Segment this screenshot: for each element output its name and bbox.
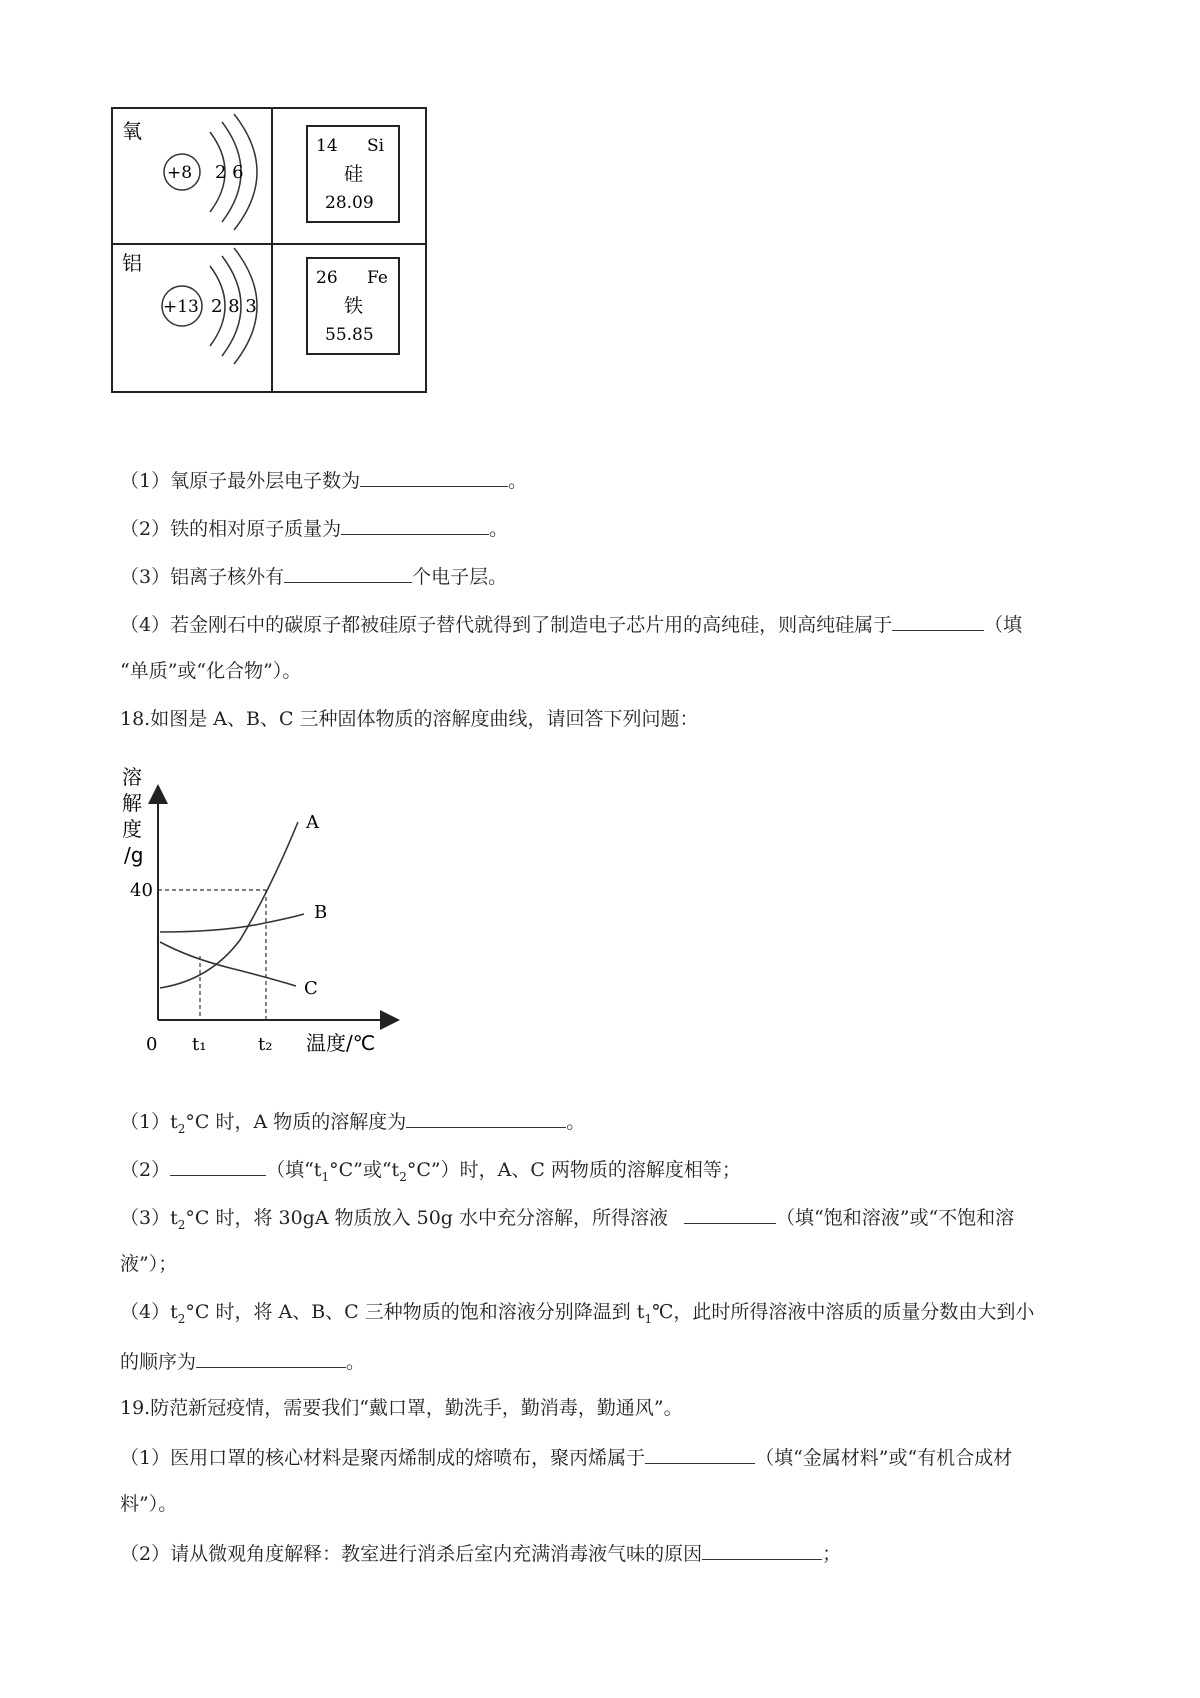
q18-part4-order-text: 的顺序为	[120, 1351, 197, 1373]
q18-part2-post: °C”）时，A、C 两物质的溶解度相等；	[406, 1159, 741, 1181]
q17-part4-blank[interactable]	[892, 610, 984, 631]
q19-title	[120, 1395, 683, 1421]
q18-part2	[120, 1155, 741, 1190]
q18-title-text: 18.如图是 A、B、C 三种固体物质的溶解度曲线，请回答下列问题：	[120, 708, 699, 730]
q17-part2-blank[interactable]	[341, 514, 489, 535]
q17-part2-text: （2）铁的相对原子质量为	[120, 518, 342, 540]
q19-part1	[120, 1443, 1012, 1471]
q17-part3-blank[interactable]	[284, 562, 412, 583]
q18-part4-post: ℃，此时所得溶液中溶质的质量分数由大到小	[652, 1301, 1035, 1323]
silicon-atomic-mass: 28.09	[325, 193, 374, 213]
q19-part2	[120, 1539, 841, 1567]
q18-part3-post: °C 时，将 30gA 物质放入 50g 水中充分溶解，所得溶液	[185, 1207, 669, 1229]
chart-xtick-0: 0	[146, 1034, 158, 1055]
q18-part2-pre: （2）	[120, 1159, 171, 1181]
q18-part3-blank[interactable]	[684, 1203, 776, 1224]
q19-part1-blank[interactable]	[645, 1443, 755, 1464]
q17-part3	[120, 562, 507, 590]
q19-part2-text: （2）请从微观角度解释：教室进行消杀后室内充满消毒液气味的原因	[120, 1543, 703, 1565]
q19-part1-continued	[120, 1491, 177, 1517]
iron-atomic-number: 26	[316, 268, 338, 288]
chart-series-b-line	[160, 914, 304, 932]
q17-part4-end: （填	[984, 614, 1023, 636]
atom-structure-table	[110, 106, 430, 396]
q18-part1-sub: 2	[177, 1121, 186, 1136]
q19-part1-end: （填“金属材料”或“有机合成材	[755, 1447, 1013, 1469]
q19-title-text: 19.防范新冠疫情，需要我们“戴口罩，勤洗手，勤消毒，勤通风”。	[120, 1397, 683, 1419]
q18-part3-end: （填“饱和溶液”或“不饱和溶	[776, 1207, 1015, 1229]
q19-part2-end: ；	[822, 1543, 842, 1565]
chart-ylabel-char-4: /g	[124, 843, 144, 867]
q18-part1-post: °C 时，A 物质的溶解度为	[185, 1111, 407, 1133]
q18-part2-mid2: °C”或“t	[329, 1159, 400, 1181]
q18-part4-continued	[120, 1347, 365, 1375]
silicon-name: 硅	[344, 163, 364, 185]
q17-part3-end: 个电子层。	[412, 566, 508, 588]
q19-part1-tail: 料”）。	[120, 1493, 178, 1515]
chart-xlabel: 温度/℃	[306, 1031, 376, 1055]
q18-part4-mid: °C 时，将 A、B、C 三种物质的饱和溶液分别降温到 t	[185, 1301, 645, 1323]
q18-part2-mid1: （填“t	[266, 1159, 322, 1181]
chart-ylabel-char-1: 溶	[122, 765, 142, 789]
chart-series-b-label: B	[314, 902, 328, 923]
iron-symbol: Fe	[367, 268, 388, 288]
q18-part4-blank[interactable]	[196, 1347, 346, 1368]
q17-part3-text: （3）铝离子核外有	[120, 566, 285, 588]
q18-part4-sub2: 1	[644, 1311, 653, 1326]
q17-part4-text: （4）若金刚石中的碳原子都被硅原子替代就得到了制造电子芯片用的高纯硅，则高纯硅属于	[120, 614, 893, 636]
chart-xtick-t1: t₁	[192, 1034, 207, 1055]
q18-part4-sub: 2	[177, 1311, 186, 1326]
q18-part3	[120, 1203, 1014, 1238]
q18-part1-blank[interactable]	[406, 1107, 566, 1128]
solubility-curve-chart	[110, 760, 410, 1060]
q18-part3-sub: 2	[177, 1217, 186, 1232]
q18-part2-blank[interactable]	[170, 1155, 266, 1176]
q17-part4-options: “单质”或“化合物”）。	[120, 660, 302, 682]
q17-part1	[120, 466, 527, 494]
chart-series-a-line	[160, 822, 298, 988]
q18-part1-end: 。	[566, 1111, 586, 1133]
oxygen-electron-shells: 2 6	[215, 162, 244, 183]
chart-xtick-t2: t₂	[258, 1034, 273, 1055]
chart-series-c-line	[160, 942, 296, 986]
q18-part2-sub1: 1	[321, 1169, 330, 1184]
q17-part1-end: 。	[508, 470, 528, 492]
iron-name: 铁	[344, 295, 364, 317]
q19-part1-text: （1）医用口罩的核心材料是聚丙烯制成的熔喷布，聚丙烯属于	[120, 1447, 646, 1469]
q17-part1-text: （1）氧原子最外层电子数为	[120, 470, 361, 492]
q17-part4	[120, 610, 1022, 638]
q17-part1-blank[interactable]	[360, 466, 508, 487]
oxygen-label: 氧	[122, 119, 142, 143]
silicon-atomic-number: 14	[316, 136, 338, 156]
q18-part3-continued	[120, 1251, 177, 1277]
chart-series-c-label: C	[304, 978, 318, 999]
q18-part1	[120, 1107, 585, 1142]
aluminum-electron-shells: 2 8 3	[211, 296, 257, 317]
oxygen-nucleus-charge: +8	[167, 163, 193, 183]
aluminum-label: 铝	[122, 251, 142, 275]
q19-part2-blank[interactable]	[702, 1539, 822, 1560]
q18-part4	[120, 1299, 1034, 1332]
q18-part2-sub2: 2	[399, 1169, 407, 1184]
q18-part4-end: 。	[346, 1351, 366, 1373]
q17-part4-continued	[120, 658, 301, 684]
chart-ylabel-char-3: 度	[122, 817, 142, 841]
q17-part2-end: 。	[489, 518, 509, 540]
q17-part2	[120, 514, 508, 542]
q18-part1-pre: （1）t	[120, 1111, 178, 1133]
q18-part3-tail: 液”）；	[120, 1253, 178, 1275]
chart-ylabel-char-2: 解	[122, 791, 142, 815]
chart-ytick-40: 40	[130, 880, 153, 901]
silicon-symbol: Si	[367, 136, 385, 156]
q18-part3-pre: （3）t	[120, 1207, 178, 1229]
q18-title	[120, 706, 699, 732]
q18-part4-pre: （4）t	[120, 1301, 178, 1323]
aluminum-nucleus-charge: +13	[163, 297, 199, 317]
chart-series-a-label: A	[306, 812, 319, 833]
iron-atomic-mass: 55.85	[325, 325, 374, 345]
